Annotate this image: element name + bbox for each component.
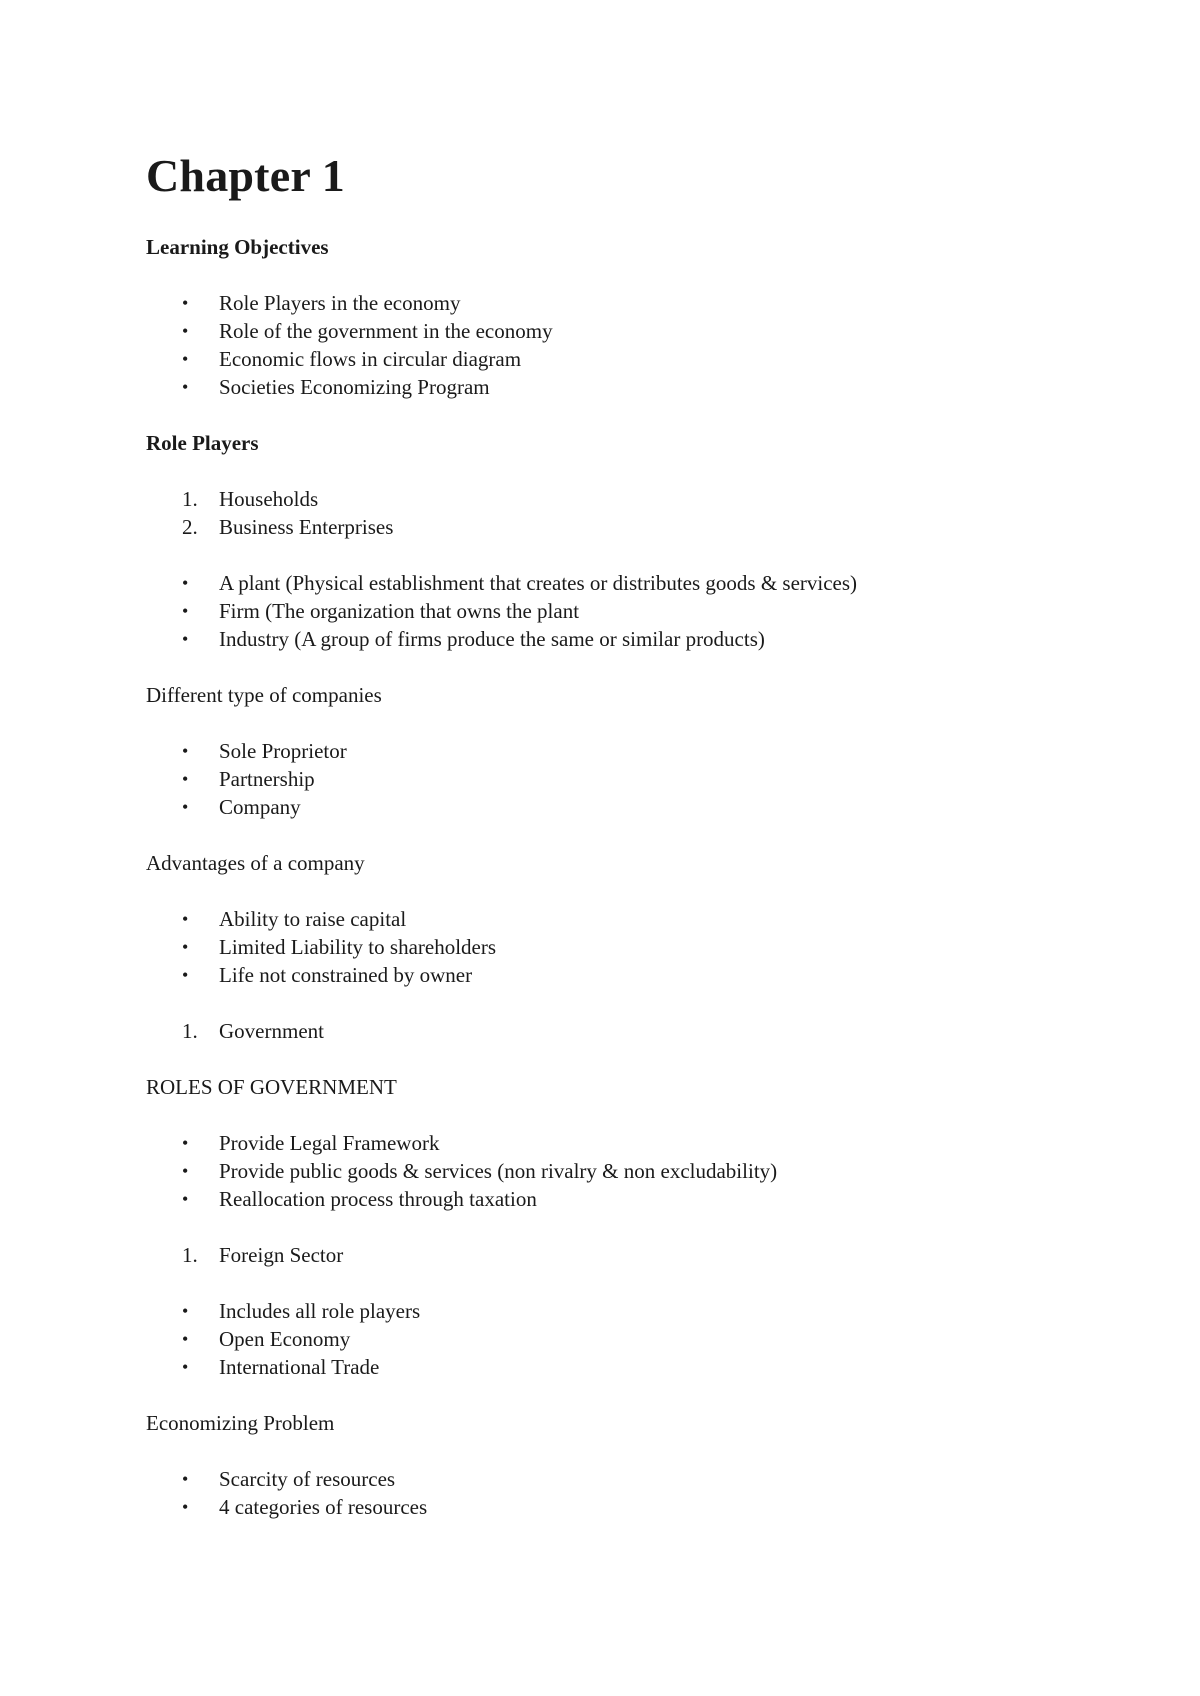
bullet-icon: • (182, 601, 189, 621)
economizing-problem-list (146, 1465, 1126, 1521)
list-item: • Economic flows in circular diagram (182, 347, 522, 371)
bullet-icon: • (182, 965, 189, 985)
numbered-item: 2. Business Enterprises (182, 515, 394, 539)
bullet-icon: • (182, 797, 189, 817)
list-item: • Sole Proprietor (182, 739, 347, 763)
bullet-icon: • (182, 629, 189, 649)
bullet-icon: • (182, 1189, 189, 1209)
numbered-item: 1. Government (182, 1019, 324, 1043)
bullet-icon: • (182, 1497, 189, 1517)
list-item: • Provide public goods & services (non rivalry & non excludability) (182, 1159, 778, 1183)
economizing-problem-heading: Economizing Problem (146, 1411, 335, 1435)
bullet-icon: • (182, 937, 189, 957)
bullet-icon: • (182, 1357, 189, 1377)
bullet-icon: • (182, 1329, 189, 1349)
list-item: • Scarcity of resources (182, 1467, 396, 1491)
list-item: • Includes all role players (182, 1299, 421, 1323)
list-item: • International Trade (182, 1355, 380, 1379)
list-item: • 4 categories of resources (182, 1495, 428, 1519)
list-item: • Provide Legal Framework (182, 1131, 440, 1155)
list-item: • Reallocation process through taxation (182, 1187, 537, 1211)
government-roles-heading: ROLES OF GOVERNMENT (146, 1075, 397, 1099)
list-item: • Open Economy (182, 1327, 351, 1351)
numbered-item: 1. Households (182, 487, 319, 511)
bullet-icon: • (182, 741, 189, 761)
learning-objectives-heading: Learning Objectives (146, 235, 329, 259)
number-marker: 1. (182, 1243, 198, 1267)
list-item: • Partnership (182, 767, 315, 791)
list-item: • Role of the government in the economy (182, 319, 553, 343)
bullet-icon: • (182, 769, 189, 789)
list-item: • Role Players in the economy (182, 291, 461, 315)
number-marker: 1. (182, 1019, 198, 1043)
bullet-icon: • (182, 1301, 189, 1321)
bullet-icon: • (182, 1133, 189, 1153)
bullet-icon: • (182, 349, 189, 369)
role-players-numbered-list (146, 485, 1126, 541)
company-types-list (146, 737, 1126, 821)
bullet-icon: • (182, 377, 189, 397)
bullet-icon: • (182, 321, 189, 341)
list-item: • Limited Liability to shareholders (182, 935, 497, 959)
list-item: • Societies Economizing Program (182, 375, 490, 399)
learning-objectives-list (146, 289, 1126, 401)
role-players-heading: Role Players (146, 431, 259, 455)
numbered-item: 1. Foreign Sector (182, 1243, 344, 1267)
government-roles-list (146, 1129, 1126, 1213)
government-numbered-list (146, 1017, 1126, 1045)
bullet-icon: • (182, 909, 189, 929)
bullet-icon: • (182, 573, 189, 593)
document-body (146, 148, 1126, 1521)
foreign-sector-list (146, 1297, 1126, 1381)
chapter-title: Chapter 1 (146, 150, 346, 201)
company-advantages-list (146, 905, 1126, 989)
list-item: • Company (182, 795, 301, 819)
bullet-icon: • (182, 1161, 189, 1181)
company-types-heading: Different type of companies (146, 683, 382, 707)
company-advantages-heading: Advantages of a company (146, 851, 365, 875)
list-item: • Life not constrained by owner (182, 963, 473, 987)
list-item: • Firm (The organization that owns the plant (182, 599, 580, 623)
list-item: • A plant (Physical establishment that creates or distributes goods & services) (182, 571, 858, 595)
bullet-icon: • (182, 293, 189, 313)
number-marker: 1. (182, 487, 198, 511)
list-item: • Industry (A group of firms produce the same or similar products) (182, 627, 765, 651)
list-item: • Ability to raise capital (182, 907, 407, 931)
bullet-icon: • (182, 1469, 189, 1489)
business-enterprises-list (146, 569, 1126, 653)
number-marker: 2. (182, 515, 198, 539)
foreign-sector-numbered-list (146, 1241, 1126, 1269)
